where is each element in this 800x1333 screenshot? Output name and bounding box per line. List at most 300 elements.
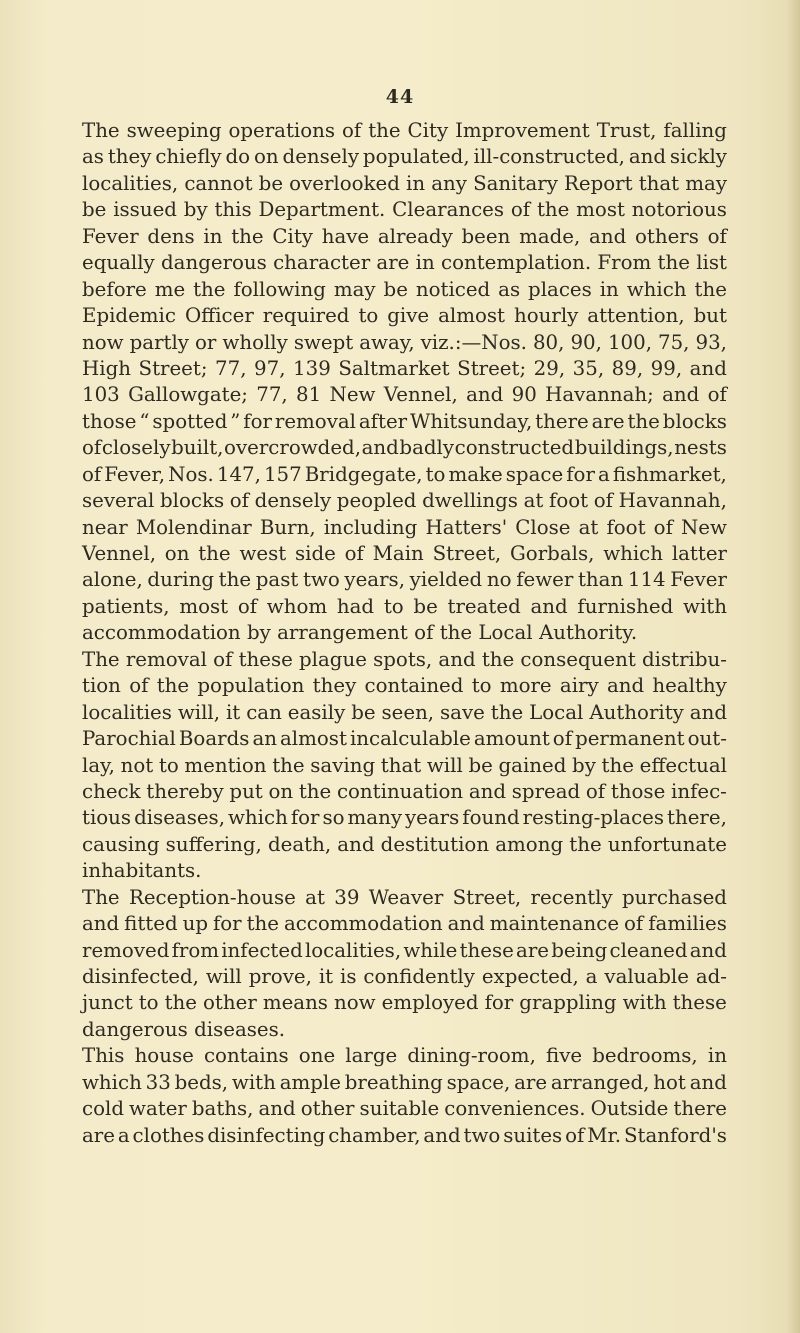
word: baths, [191,1097,254,1121]
word: dining-room, [407,1044,536,1068]
word: of [552,727,573,751]
word: grappling [519,991,617,1015]
word: treated [447,594,521,618]
word: water [129,1097,187,1121]
word: Trust, [596,119,657,142]
word: badly [399,436,455,460]
text-line [82,726,727,752]
word: and [628,145,667,169]
text-line [82,488,727,514]
word: five [546,1044,583,1068]
word: 157 [263,462,302,486]
word: not [120,753,154,777]
word: for [484,991,514,1015]
text-line [82,779,727,805]
word: arranged, [550,1070,650,1094]
word: make [448,462,503,486]
word: 77, [215,356,247,380]
word: be [351,700,376,724]
word: sickly [669,145,727,169]
word: the [490,700,524,724]
word: valuable [604,965,689,988]
word: Sanitary [473,171,558,195]
text-line [82,567,727,593]
word: fishmarket, [612,462,727,486]
word: removal [125,647,207,671]
word: mention [184,753,267,777]
word: prove, [248,965,312,988]
word: in [415,251,435,275]
word: seen, [381,700,435,724]
word: Havannah, [618,489,727,513]
word: built, [171,436,224,460]
word: and [468,779,507,803]
word: they [312,674,357,698]
word: Outside [590,1097,669,1121]
word: means [262,991,328,1015]
word: wholly [222,330,288,354]
page-edge-shadow [786,0,800,1333]
word: 33 [145,1070,171,1094]
word: breathing [344,1070,443,1094]
word: this [214,198,252,222]
word: Fever [82,224,139,248]
word: spread [511,779,581,803]
word: ample [279,1070,341,1094]
word: consequent [520,647,636,671]
word: 99, [650,356,683,380]
text-line [82,118,727,144]
word: Parochial [82,727,176,751]
word: cold [82,1097,124,1121]
word: saving [310,753,376,777]
word: of [565,1123,585,1147]
word: and [689,938,727,962]
word: one [298,1044,336,1068]
word: ” [230,409,241,433]
word: by [183,198,208,222]
word: at [578,515,599,539]
word: hot [653,1070,686,1094]
word: put [229,779,263,803]
word: already [377,224,453,248]
word: 90 [511,383,537,407]
word: arrangement [277,621,415,645]
word: on [164,542,190,565]
text-line [82,144,727,170]
word: of [707,383,727,407]
word: large [345,1044,398,1068]
text-line [82,753,727,779]
word: resting-places [522,806,665,830]
word: are [514,1070,548,1094]
word: effectual [639,753,727,777]
word: operations [228,119,336,142]
word: a [597,462,610,486]
word: of [510,198,531,222]
word: Main [372,542,424,565]
word: Havannah; [545,383,654,407]
word: Whitsunday, [410,409,533,433]
word: destitution [380,832,490,856]
word: almost [438,304,505,328]
word: there [535,409,589,433]
word: in [406,171,426,195]
word: spots, [373,647,433,671]
word: Vennel, [383,383,458,407]
word: cleaned [609,938,688,962]
word: while [403,938,458,962]
word: the [272,753,305,777]
word: chamber, [328,1123,421,1147]
word: a [117,1123,130,1147]
word: and [589,224,627,248]
word: and [447,912,485,936]
word: by [246,621,278,645]
word: those [610,779,666,803]
word: so [322,806,345,830]
word: at [523,489,544,513]
word: of [237,594,258,618]
word: and [689,1070,727,1094]
word: for [566,462,595,486]
word: it [318,965,334,988]
word: and [466,383,504,407]
word: an [252,727,277,751]
word: other [300,1097,355,1121]
word: to [471,674,492,698]
word: will [205,965,242,988]
word: sweeping [126,119,222,142]
text-line [82,1123,727,1149]
word: on [268,779,294,803]
word: Street, [432,542,502,565]
word: hourly [513,304,579,328]
word: beds, [174,1070,229,1094]
text-line [82,382,727,408]
word: past [255,568,299,592]
word: healthy [652,674,727,698]
word: and [258,1097,296,1121]
word: by [572,753,596,777]
word: have [321,224,370,248]
text-line [82,356,727,382]
word: now [334,991,376,1015]
word: falling [663,119,727,142]
page-number: 44 [385,86,415,108]
word: 75, [658,330,690,354]
word: 77, [256,383,288,407]
word: which [626,277,687,301]
word: whom [266,594,328,618]
text-line [82,435,727,461]
word: 147, [216,462,261,486]
word: Street; [138,356,208,380]
word: as [82,145,104,169]
word: localities, [82,171,179,195]
word: any [431,171,467,195]
word: Mr. [587,1123,622,1147]
word: out- [687,727,727,751]
word: of [344,542,364,565]
word: accommodation [283,912,443,936]
word: dwellings [422,489,518,513]
word: densely [282,145,360,169]
word: the [198,542,231,565]
word: to [158,753,179,777]
word: after [358,409,408,433]
word: New [329,383,376,407]
word: maintenance [489,912,620,936]
word: and [689,356,727,380]
word: chiefly [155,145,222,169]
word: in [707,1044,727,1068]
word: with [683,594,727,618]
word: 89, [611,356,644,380]
word: The [82,119,120,142]
word: Gallowgate; [128,383,248,407]
word: recently [530,885,613,909]
word: alone, [82,568,143,592]
text-line [82,224,727,250]
word: closely [101,436,171,460]
word: ill-constructed, [473,145,625,169]
word: the [218,568,252,592]
word: Department. [258,198,386,222]
word: others [634,224,699,248]
word: will, [177,700,221,724]
word: can [246,700,282,724]
word: are [591,409,625,433]
word: High [82,356,131,380]
word: places [528,277,592,301]
word: with [231,1070,276,1094]
word: the [246,912,279,936]
body-text [82,118,727,1149]
word: character [273,251,371,275]
word: 93, [695,330,727,354]
word: easily [287,700,346,724]
word: 39 [334,885,360,909]
word: buildings, [574,436,674,460]
word: 139 [293,356,331,380]
word: than [577,568,624,592]
word: the [601,753,634,777]
word: of [593,489,613,513]
word: foot [606,515,646,539]
text-line [82,250,727,276]
word: localities [82,700,172,724]
word: 97, [254,356,286,380]
word: Bridgegate, [304,462,423,486]
text-line [82,620,727,646]
word: Stanford's [623,1123,727,1147]
word: Saltmarket [338,356,450,380]
word: these [459,938,514,962]
word: populated, [362,145,470,169]
word: at [305,885,325,909]
word: are [376,251,410,275]
word: most [576,198,625,222]
word: attention, [587,304,685,328]
text-line [82,197,727,223]
word: do [225,145,251,169]
word: they [107,145,152,169]
word: airy [559,674,599,698]
word: and [662,383,700,407]
word: the [368,119,401,142]
word: on [253,145,279,169]
word: Street; [457,356,527,380]
word: dens [147,224,195,248]
word: list [696,251,727,275]
word: found [462,806,520,830]
text-line [82,1017,727,1043]
word: Authority. [538,621,638,645]
word: This [82,1044,125,1068]
word: most [179,594,229,618]
word: and [530,594,568,618]
word: the [156,674,190,698]
word: removed [82,938,170,962]
text-line [82,515,727,541]
word: conveniences. [444,1097,586,1121]
word: fitted [124,912,178,936]
text-line [82,303,727,329]
word: foot [549,489,589,513]
word: had [336,594,375,618]
word: made, [519,224,581,248]
word: spotted [152,409,228,433]
word: the [164,991,197,1015]
word: may [685,171,727,195]
word: cannot [184,171,253,195]
word: years [404,806,460,830]
word: Authority [589,700,684,724]
word: 29, [533,356,566,380]
word: side [294,542,336,565]
word: Fever [670,568,727,592]
word: families [648,912,727,936]
word: Vennel, [82,542,156,565]
word: to [425,462,446,486]
word: continuation [336,779,464,803]
word: issued [113,198,177,222]
word: and [361,436,399,460]
word: disinfected, [82,965,199,988]
word: be [258,171,284,195]
word: gained [498,753,567,777]
word: City [272,224,313,248]
word: distribu- [641,647,727,671]
word: The [82,647,120,671]
word: house [134,1044,194,1068]
text-line [82,858,727,884]
word: noticed [415,277,491,301]
word: but [693,304,727,328]
word: no [486,568,512,592]
word: amount [473,727,550,751]
word: and [82,912,120,936]
word: the [439,621,479,645]
word: Officer [184,304,254,328]
word: tious [82,806,132,830]
word: incalculable [349,727,471,751]
word: causing [82,832,160,856]
text-line [82,990,727,1016]
word: 35, [572,356,605,380]
word: me [154,277,186,301]
word: blocks [662,409,727,433]
text-line [82,1096,727,1122]
text-line [82,1070,727,1096]
word: will [426,753,463,777]
word: Epidemic [82,304,176,328]
word: overcrowded, [224,436,361,460]
word: constructed [454,436,575,460]
word: to [383,594,404,618]
word: with [622,991,667,1015]
word: as [498,277,521,301]
word: to [138,991,159,1015]
word: to [358,304,379,328]
word: of [624,912,644,936]
word: City [407,119,449,142]
word: of [342,119,362,142]
word: check [82,779,141,803]
word: more [499,674,552,698]
word: lay, [82,753,115,777]
word: be [468,753,493,777]
word: 114 [627,568,666,592]
word: 103 [82,383,120,407]
word: save [440,700,485,724]
word: the [627,409,660,433]
word: yielded [409,568,483,592]
word: latter [671,542,727,565]
word: diseases, [134,806,226,830]
word: Weaver [368,885,444,909]
text-line [82,330,727,356]
word: of [585,779,606,803]
word: partly [129,330,189,354]
word: are [82,1123,115,1147]
text-line [82,462,727,488]
word: it [225,700,241,724]
word: and [689,700,727,724]
word: 80, [532,330,565,354]
text-line [82,700,727,726]
word: Improvement [455,119,590,142]
word: Molendinar [135,515,252,539]
word: densely [254,489,332,513]
word: the [694,277,727,301]
word: the [298,779,332,803]
word: following [233,277,326,301]
word: the [657,251,690,275]
word: in [599,277,619,301]
word: Close [515,515,571,539]
word: disinfecting [207,1123,326,1147]
word: suitable [359,1097,440,1121]
word: fewer [516,568,574,592]
word: that [638,171,680,195]
word: for [290,806,320,830]
word: the [536,198,570,222]
word: expected, [481,965,579,988]
word: for [212,912,242,936]
word: contains [203,1044,289,1068]
